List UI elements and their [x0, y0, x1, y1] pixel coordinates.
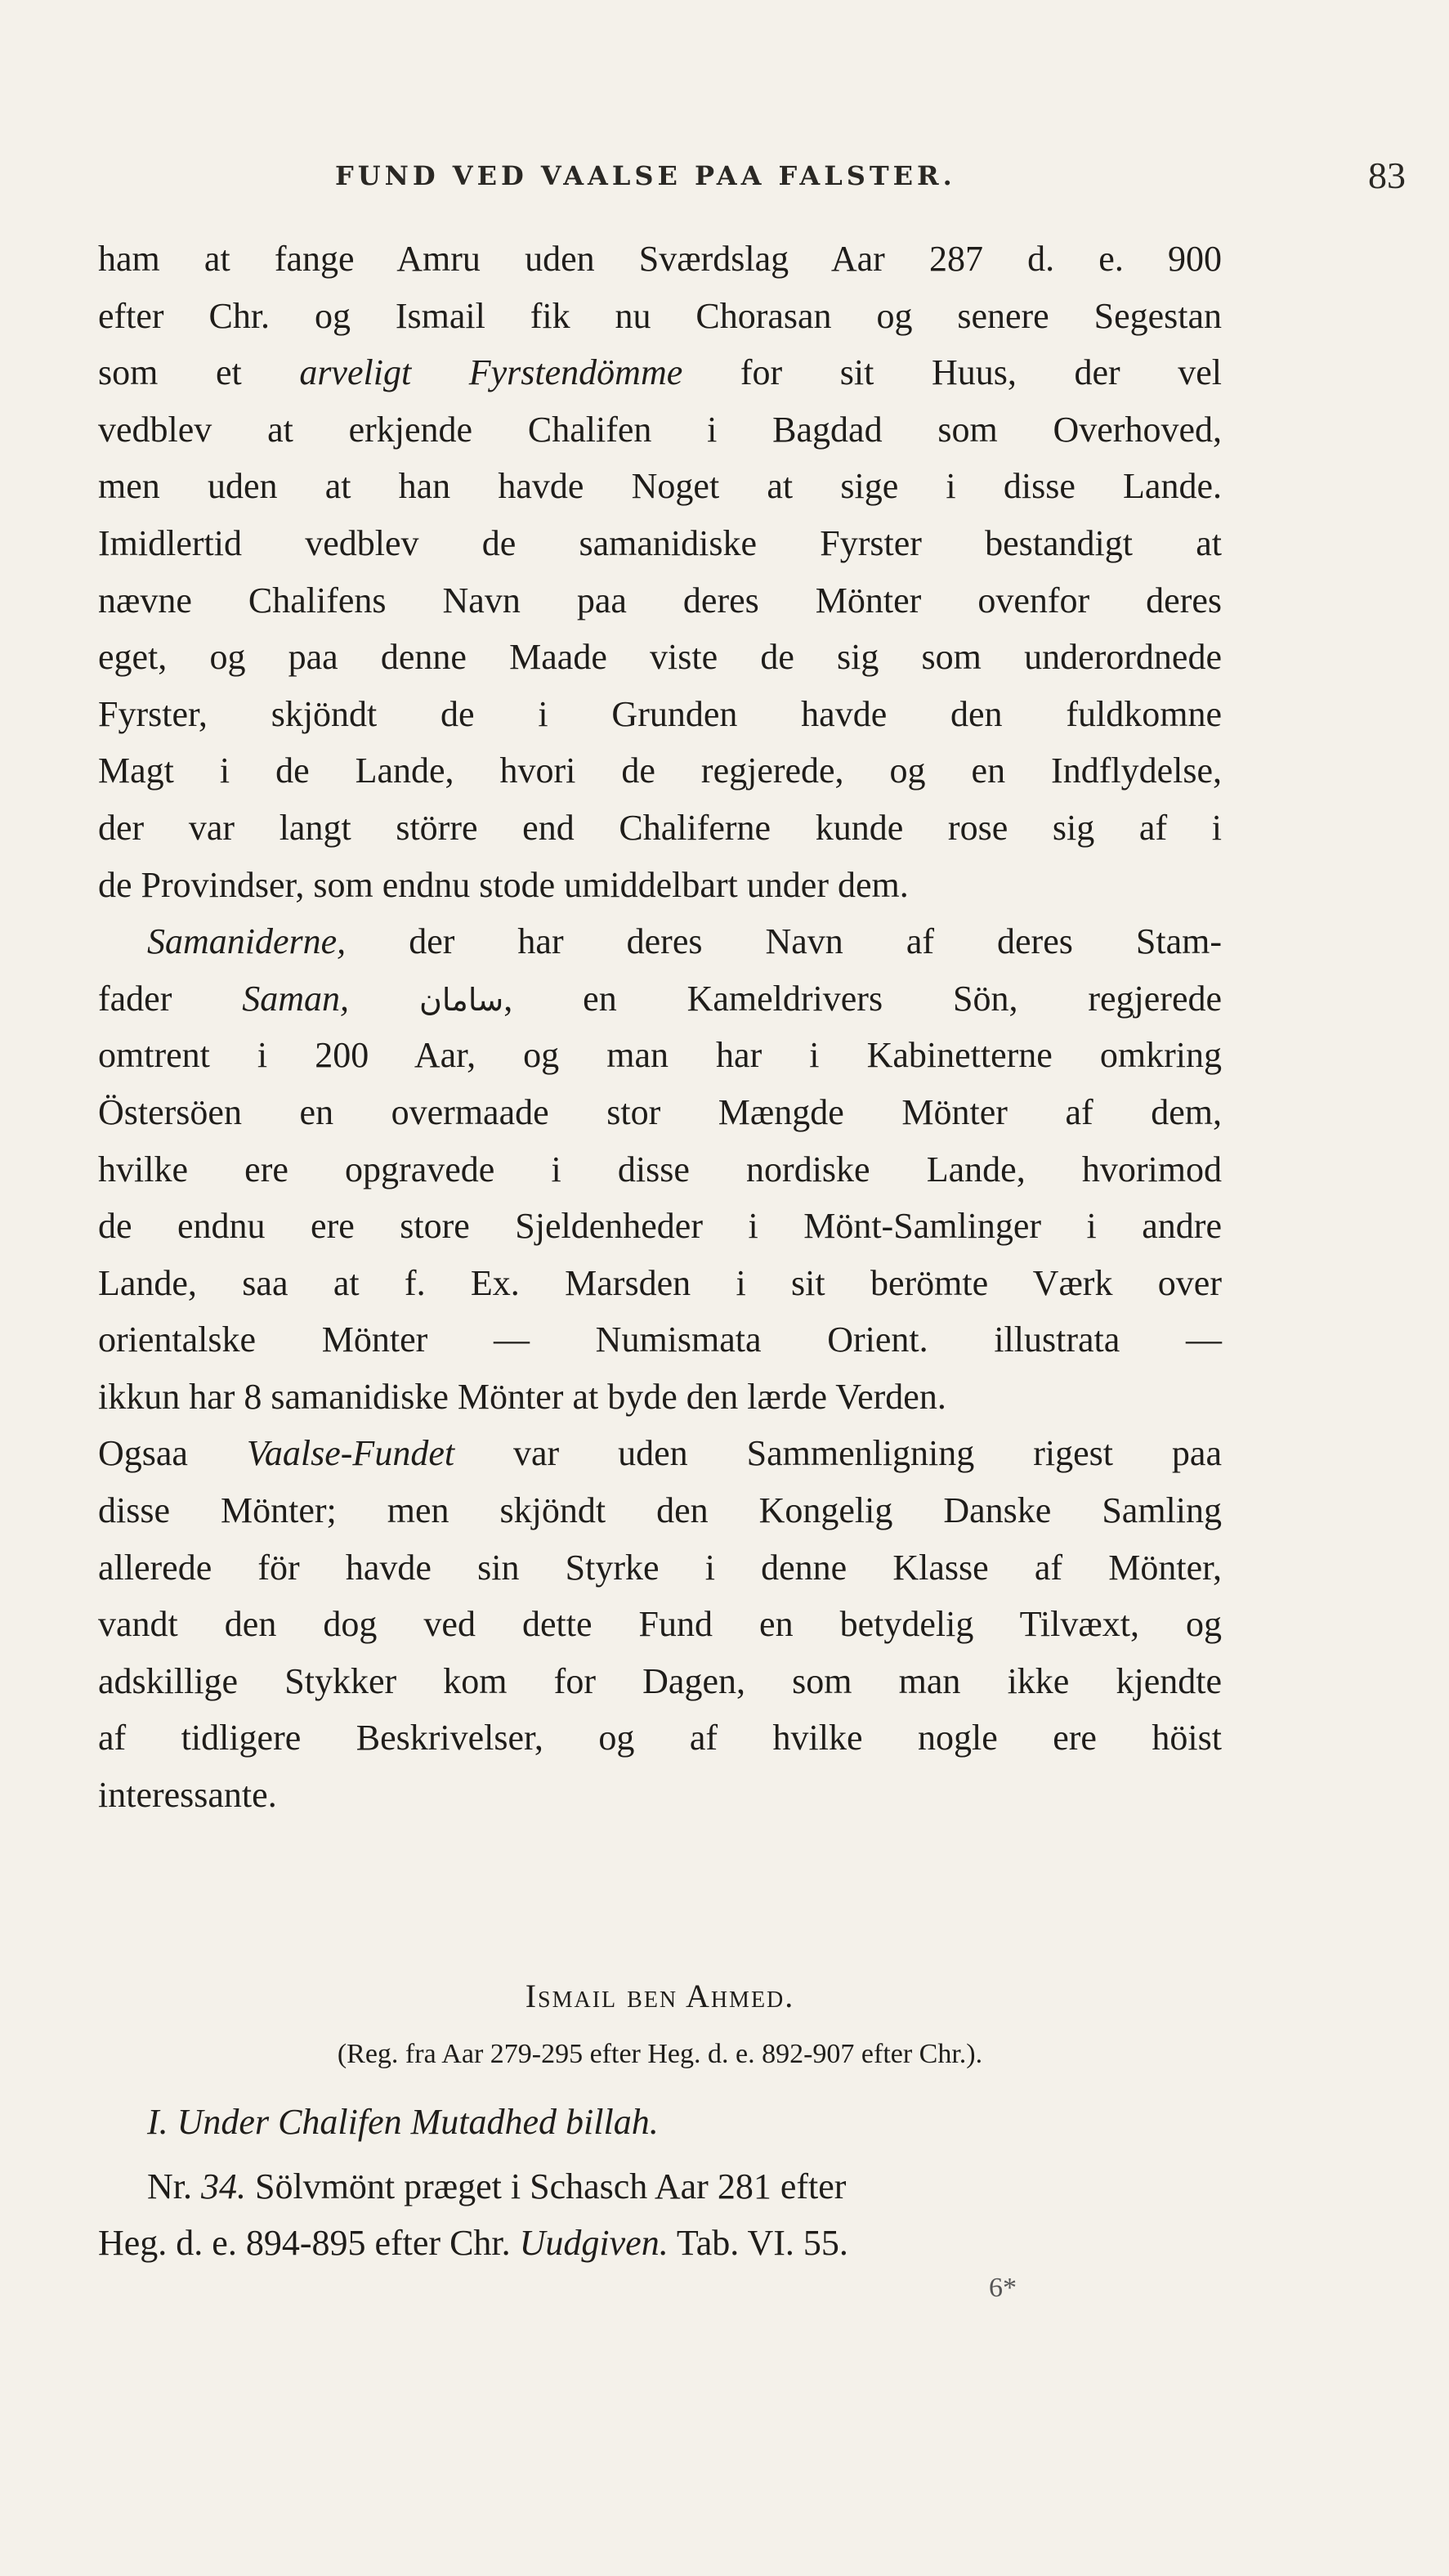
line-text: hvilke ere opgravede i disse nordiske Lande, hvorimod: [98, 1149, 1222, 1189]
line-text: men uden at han havde Noget at sige i disse Lande.: [98, 466, 1222, 507]
italic-term: arveligt Fyrstendömme: [299, 352, 683, 393]
line-text: Fyrster, skjöndt de i Grunden havde den fuldkomne: [98, 693, 1222, 734]
entry-status: Uudgiven.: [519, 2223, 669, 2263]
text-line: [98, 1311, 1222, 1369]
text-line: [98, 1084, 1222, 1141]
running-title: FUND VED VAALSE PAA FALSTER.: [335, 160, 956, 191]
text-line: [98, 344, 1222, 401]
running-head: [98, 154, 1406, 199]
arabic-name: سامان: [418, 981, 504, 1018]
line-text: disse Mönter; men skjöndt den Kongelig Danske Samling: [98, 1490, 1222, 1531]
italic-term: Samaniderne,: [147, 921, 347, 962]
text-line: [98, 1141, 1222, 1198]
section-heading-text: Ismail ben Ahmed.: [525, 1978, 795, 2014]
text-line: [98, 857, 1222, 914]
line-text: omtrent i 200 Aar, og man har i Kabinetterne omkring: [98, 1035, 1222, 1076]
text-line: [98, 1198, 1222, 1255]
line-text: ham at fange Amru uden Sværdslag Aar 287 d. e. 900: [98, 239, 1222, 279]
line-text: som et: [98, 352, 300, 393]
line-text: Magt i de Lande, hvori de regjerede, og en Indflydelse,: [98, 750, 1222, 791]
text-line: [98, 1653, 1222, 1710]
page-number: 83: [1368, 155, 1406, 196]
text-line: [98, 288, 1222, 345]
line-text: Östersöen en overmaade stor Mængde Mönter af dem,: [98, 1091, 1222, 1132]
text-line: [98, 1482, 1222, 1539]
line-text: ikkun har 8 samanidiske Mönter at byde den lærde Verden.: [98, 1376, 946, 1417]
line-text: Imidlertid vedblev de samanidiske Fyrster bestandigt at: [98, 522, 1222, 563]
entry-description: Sölvmönt præget i Schasch Aar 281 efter: [246, 2166, 847, 2206]
coin-entry-line: [98, 2158, 1222, 2215]
text-line: [98, 686, 1222, 743]
section-heading: [98, 1977, 1222, 2015]
reign-note: (Reg. fra Aar 279-295 efter Heg. d. e. 892-907 efter Chr.).: [337, 2039, 983, 2069]
text-line: [98, 1539, 1222, 1597]
line-text: vandt den dog ved dette Fund en betydelig Tilvæxt, og: [98, 1604, 1222, 1645]
line-text: adskillige Stykker kom for Dagen, som man ikke kjendte: [98, 1660, 1222, 1701]
entry-prefix: Nr.: [147, 2166, 201, 2206]
line-text: nævne Chalifens Navn paa deres Mönter ovenfor deres: [98, 580, 1222, 620]
text-line: [98, 515, 1222, 572]
line-text: der var langt större end Chaliferne kunde rose sig af i: [98, 807, 1222, 848]
line-text: vedblev at erkjende Chalifen i Bagdad som Overhoved,: [98, 409, 1222, 450]
body-text: [98, 231, 1222, 1824]
text-line: [98, 913, 1222, 970]
subsection-heading: I. Under Chalifen Mutadhed billah.: [147, 2102, 659, 2142]
coin-entry: [98, 2158, 1222, 2271]
entry-number: 34.: [201, 2166, 246, 2206]
text-line: [98, 1425, 1222, 1482]
text-line: [98, 1709, 1222, 1767]
line-text: allerede för havde sin Styrke i denne Klasse af Mönter,: [98, 1547, 1222, 1588]
line-text: fader: [98, 978, 243, 1019]
text-line: [98, 1027, 1222, 1084]
text-line: [98, 742, 1222, 800]
coin-entry-line: [98, 2215, 1222, 2271]
line-text: Lande, saa at f. Ex. Marsden i sit berömte Værk over: [98, 1262, 1222, 1303]
line-text: for sit Huus, der vel: [682, 352, 1222, 393]
text-line: [98, 572, 1222, 629]
italic-term: Vaalse-Fundet: [246, 1433, 455, 1474]
text-line: [98, 1369, 1222, 1426]
line-text: var uden Sammenligning rigest paa: [454, 1433, 1222, 1474]
text-line: [98, 231, 1222, 288]
line-text: , en Kameldrivers Sön, regjerede: [503, 978, 1222, 1019]
text-line: [98, 401, 1222, 459]
line-text: Ogsaa: [98, 1433, 247, 1474]
text-line: [98, 458, 1222, 515]
text-line: [98, 1596, 1222, 1653]
line-text: efter Chr. og Ismail fik nu Chorasan og senere Segestan: [98, 295, 1222, 336]
italic-term: Saman,: [242, 978, 350, 1019]
line-text: orientalske Mönter — Numismata Orient. illustrata —: [98, 1319, 1222, 1360]
text-line: [98, 629, 1222, 686]
line-text: interessante.: [98, 1775, 277, 1816]
entry-plate: Tab. VI. 55.: [668, 2223, 848, 2263]
line-text: de endnu ere store Sjeldenheder i Mönt-Samlinger i andre: [98, 1206, 1222, 1247]
entry-date: Heg. d. e. 894-895 efter Chr.: [98, 2223, 520, 2263]
line-text: eget, og paa denne Maade viste de sig som underordnede: [98, 637, 1222, 678]
text-line: [98, 1255, 1222, 1312]
signature-mark: 6*: [989, 2273, 1017, 2303]
text-line: [98, 1767, 1222, 1824]
text-line: [98, 970, 1222, 1028]
line-text: af tidligere Beskrivelser, og af hvilke nogle ere höist: [98, 1718, 1222, 1758]
text-line: [98, 800, 1222, 857]
line-text: der har deres Navn af deres Stam-: [346, 921, 1222, 962]
line-text: de Provindser, som endnu stode umiddelbart under dem.: [98, 864, 909, 905]
